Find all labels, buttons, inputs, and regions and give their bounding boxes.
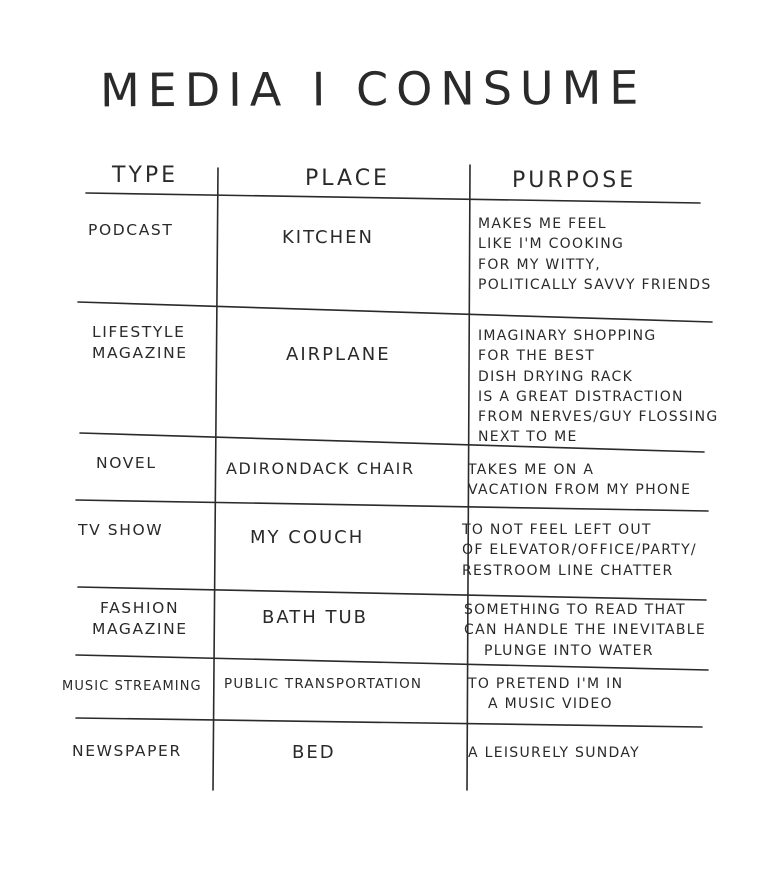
type-cell <box>62 678 202 695</box>
purpose-line: TO PRETEND I'M IN <box>468 676 624 692</box>
purpose-cell <box>468 743 640 763</box>
purpose-line: DISH DRYING RACK <box>478 368 634 385</box>
purpose-cell <box>468 674 623 715</box>
place-cell <box>282 226 374 250</box>
place-line: BATH TUB <box>262 607 369 628</box>
purpose-cell <box>468 460 691 501</box>
type-cell <box>92 322 188 364</box>
type-cell <box>78 520 163 541</box>
row-rule-3 <box>76 500 708 511</box>
header-place: PLACE <box>305 166 390 191</box>
type-line: PODCAST <box>88 221 174 239</box>
purpose-line: MAKES ME FEEL <box>478 216 607 232</box>
place-cell <box>250 526 364 550</box>
place-cell <box>292 741 336 765</box>
place-line: KITCHEN <box>282 227 374 248</box>
purpose-line: TAKES ME ON A <box>468 462 595 478</box>
row-rule-1 <box>78 302 712 322</box>
header-rule <box>86 193 700 203</box>
purpose-line: A LEISURELY SUNDAY <box>468 745 641 761</box>
place-line: BED <box>292 742 336 763</box>
type-line: MUSIC STREAMING <box>62 679 202 694</box>
type-line: MAGAZINE <box>92 619 188 638</box>
place-line: AIRPLANE <box>286 344 391 365</box>
type-cell <box>72 741 182 762</box>
purpose-line: A MUSIC VIDEO <box>488 696 613 713</box>
type-line: MAGAZINE <box>92 343 188 362</box>
place-line: MY COUCH <box>250 527 365 548</box>
purpose-line: IMAGINARY SHOPPING <box>478 328 657 344</box>
divider-type-place <box>213 168 218 790</box>
purpose-line: TO NOT FEEL LEFT OUT <box>462 522 652 538</box>
purpose-line: NEXT TO ME <box>478 429 578 446</box>
place-line: PUBLIC TRANSPORTATION <box>224 676 423 692</box>
type-cell <box>92 598 188 640</box>
purpose-line: IS A GREAT DISTRACTION <box>478 388 684 405</box>
type-line: NOVEL <box>96 454 157 472</box>
purpose-line: FOR MY WITTY, <box>478 256 602 273</box>
type-line: LIFESTYLE <box>92 323 186 341</box>
purpose-line: LIKE I'M COOKING <box>478 236 625 253</box>
type-line: TV SHOW <box>78 521 164 539</box>
purpose-line: RESTROOM LINE CHATTER <box>462 562 674 579</box>
type-cell <box>88 220 173 241</box>
place-line: ADIRONDACK CHAIR <box>226 459 415 478</box>
place-cell <box>226 458 415 479</box>
page-title: MEDIA I CONSUME <box>99 60 647 118</box>
purpose-line: FROM NERVES/GUY FLOSSING <box>478 409 719 426</box>
purpose-line: PLUNGE INTO WATER <box>484 642 654 659</box>
type-line: FASHION <box>100 599 180 617</box>
header-purpose: PURPOSE <box>512 168 637 193</box>
purpose-cell <box>478 214 712 295</box>
type-line: NEWSPAPER <box>72 742 182 760</box>
place-cell <box>224 675 422 693</box>
place-cell <box>286 343 391 367</box>
type-cell <box>96 453 157 474</box>
purpose-line: SOMETHING TO READ THAT <box>464 602 686 618</box>
header-type: TYPE <box>112 163 179 188</box>
purpose-line: POLITICALLY SAVVY FRIENDS <box>478 276 712 293</box>
purpose-cell <box>462 520 697 581</box>
purpose-line: OF ELEVATOR/OFFICE/PARTY/ <box>462 542 697 559</box>
purpose-cell <box>464 600 706 661</box>
row-rule-6 <box>76 718 702 727</box>
purpose-line: VACATION FROM MY PHONE <box>468 482 692 499</box>
purpose-line: CAN HANDLE THE INEVITABLE <box>464 622 707 639</box>
purpose-line: FOR THE BEST <box>478 348 596 365</box>
purpose-cell <box>478 326 719 448</box>
place-cell <box>262 606 368 630</box>
